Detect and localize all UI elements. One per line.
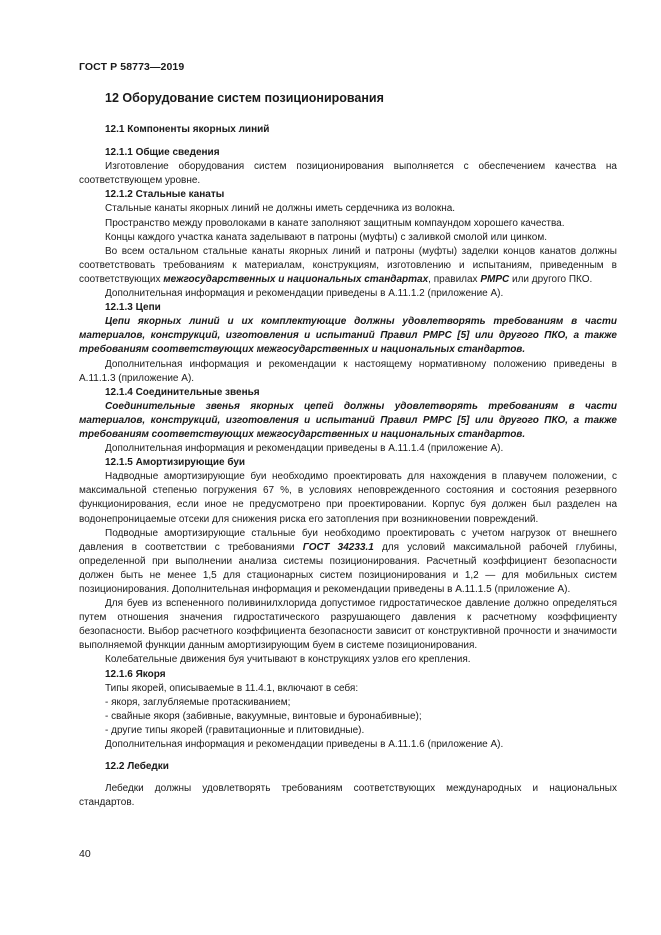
clause-12-1-4-title: 12.1.4 Соединительные звенья (105, 386, 260, 398)
spacer (79, 137, 617, 146)
paragraph: Лебедки должны удовлетворять требованиям соответствующих международных и национальных стандартов. (79, 783, 617, 809)
paragraph: Дополнительная информация и рекомендации приведены в А.11.1.6 (приложение А). (105, 739, 504, 751)
paragraph (79, 527, 617, 597)
subsection-12-1-title: 12.1 Компоненты якорных линий (105, 124, 270, 135)
list-item: - свайные якоря (забивные, вакуумные, винтовые и буронабивные); (105, 710, 422, 722)
emphasis-text: РМРС (480, 273, 510, 285)
clause-12-1-3-title: 12.1.3 Цепи (105, 302, 161, 314)
paragraph: Пространство между проволоками в канате заполняют защитным компаундом хорошего качества. (105, 217, 565, 229)
text-run: Подводные амортизирующие стальные буи необходимо проектировать с учетом нагрузок от внешнего давления в соответствии с требованиями (79, 527, 617, 553)
spacer (79, 774, 617, 782)
paragraph: Дополнительная информация и рекомендации к настоящему нормативному положению приведены в А.11.1.3 (приложение А). (79, 358, 617, 384)
text-run: или другого ПКО. (509, 273, 593, 285)
text-run: для условий максимальной рабочей глубины, определенной при выполнении анализа системы позиционирования. Расчетный коэффициент безопасности должен быть не менее 1,5 для стационарных систем позиционирования и 1,2 — для мобильных систем позиционирования. Дополнительная информация и рекомендации приведены в А.11.1.5 (приложение А). (79, 541, 617, 595)
paragraph-emphasis: Соединительные звенья якорных цепей должны удовлетворять требованиям в части материалов, конструкций, изготовления и испытаний Правил РМРС [5] или другого ПКО, а также требованиям соответствующих межгосударственных и национальных стандартов. (79, 400, 617, 440)
document-id-header: ГОСТ Р 58773—2019 (79, 61, 185, 73)
subsection-12-2-title: 12.2 Лебедки (105, 761, 169, 773)
clause-12-1-6-title: 12.1.6 Якоря (105, 668, 166, 680)
clause-12-1-1-title: 12.1.1 Общие сведения (105, 147, 220, 159)
paragraph: Стальные канаты якорных линий не должны иметь сердечника из волокна. (105, 203, 456, 215)
spacer (79, 106, 617, 123)
paragraph: Надводные амортизирующие буи необходимо проектировать для нахождения в плавучем положении, с максимальной степенью погружения 67 %, в условиях неповрежденного состояния и состояния резервного функционирования, если иное не предусмотрено при проектировании. Корпус буя должен был разделен на водонепроницаемые отсеки для снижения риска его затопления при возникновении повреждений. (79, 471, 617, 525)
paragraph: Для буев из вспененного поливинилхлорида допустимое гидростатическое давление должно определяться путем отношения значения гидростатического разрушающего давления к расчетному коэффициенту безопасности. Выбор расчетного коэффициента безопасности зависит от конструктивной прочности и значимости выполняемой функции данным амортизирующим буем в системе позиционирования. (79, 598, 617, 652)
page-number: 40 (79, 848, 91, 860)
paragraph: Типы якорей, описываемые в 11.4.1, включают в себя: (105, 682, 359, 694)
paragraph: Концы каждого участка каната заделывают в патроны (муфты) с заливкой смолой или цинком. (105, 231, 547, 243)
clause-12-1-2-title: 12.1.2 Стальные канаты (105, 189, 225, 201)
text-run: , правилах (428, 273, 481, 285)
paragraph: Изготовление оборудования систем позиционирования выполняется с обеспечением качества на соответствующем уровне. (79, 161, 617, 187)
text-run: Во всем остальном стальные канаты якорных линий и патроны (муфты) заделки концов канатов должны соответствовать требованиям к материалам, конструкциям, изготовлению и испытаниям, приведенным в соответствующих (79, 245, 617, 285)
spacer (79, 752, 617, 760)
paragraph (79, 245, 617, 287)
emphasis-text: межгосударственных и национальных стандартах (163, 273, 429, 285)
paragraph: Колебательные движения буя учитывают в конструкциях узлов его крепления. (105, 654, 471, 666)
paragraph: Дополнительная информация и рекомендации приведены в А.11.1.2 (приложение А). (105, 288, 504, 300)
paragraph: Дополнительная информация и рекомендации приведены в А.11.1.4 (приложение А). (105, 443, 504, 455)
list-item: - якоря, заглубляемые протаскиванием; (105, 696, 291, 708)
clause-12-1-5-title: 12.1.5 Амортизирующие буи (105, 457, 246, 469)
emphasis-text: ГОСТ 34233.1 (302, 541, 374, 553)
paragraph-emphasis: Цепи якорных линий и их комплектующие должны удовлетворять требованиям в части материалов, конструкций, изготовления и испытаний Правил РМРС [5] или другого ПКО, а также требованиям соответствующих межгосударственных и национальных стандартов. (79, 316, 617, 356)
section-title: 12 Оборудование систем позиционирования (105, 91, 384, 105)
list-item: - другие типы якорей (гравитационные и плитовидные). (105, 724, 365, 736)
document-body (79, 90, 617, 810)
